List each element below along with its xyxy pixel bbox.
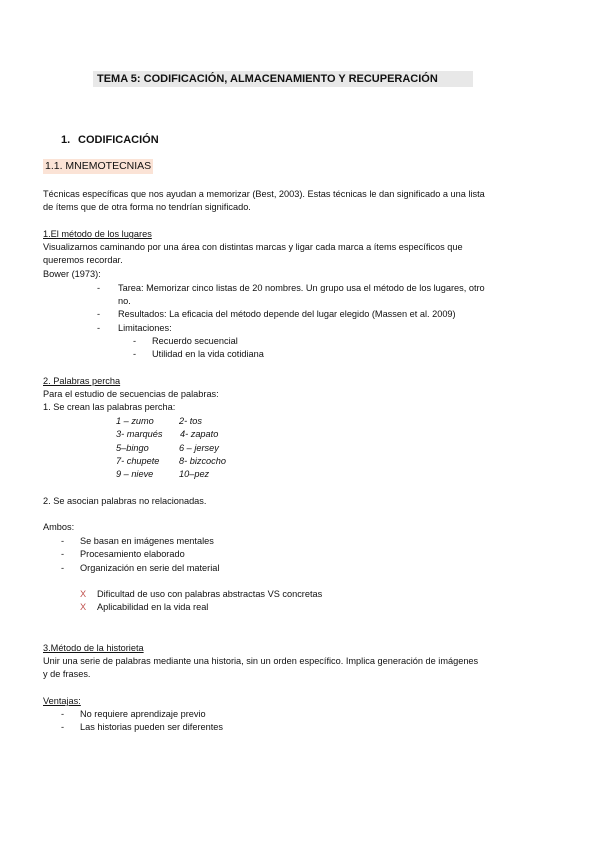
dash-bullet: - (61, 709, 65, 719)
dash-bullet: - (61, 536, 65, 546)
percha-word: 2- tos (179, 416, 202, 426)
lugares-heading: 1.El método de los lugares (43, 229, 152, 239)
ambos-item-procesamiento: - Procesamiento elaborado (61, 549, 185, 559)
percha-step-2: 2. Se asocian palabras no relacionadas. (43, 496, 207, 506)
percha-word: 6 – jersey (179, 443, 219, 453)
con-aplicabilidad: X Aplicabilidad en la vida real (80, 602, 209, 612)
dash-bullet: - (61, 549, 65, 559)
percha-word: 1 – zumo (116, 416, 154, 426)
section-number: 1. (61, 134, 71, 146)
dash-bullet: - (97, 283, 101, 293)
dash-bullet: - (97, 323, 101, 333)
intro-line-1: Técnicas específicas que nos ayudan a memorizar (Best, 2003). Estas técnicas le dan significado a una lista (43, 189, 485, 199)
x-mark-icon: X (80, 602, 87, 612)
percha-word: 10–pez (179, 469, 210, 479)
intro-line-2: de ítems que de otra forma no tendrían significado. (43, 202, 251, 212)
percha-word: 7- chupete (116, 456, 160, 466)
percha-word: 9 – nieve (116, 469, 154, 479)
limitacion-utilidad: - Utilidad en la vida cotidiana (133, 349, 264, 359)
dash-bullet: - (133, 349, 137, 359)
dash-bullet: - (61, 722, 65, 732)
percha-intro: Para el estudio de secuencias de palabras: (43, 389, 219, 399)
historieta-desc-line-2: y de frases. (43, 669, 91, 679)
percha-word: 4- zapato (180, 429, 219, 439)
dash-bullet: - (97, 309, 101, 319)
percha-step-1: 1. Se crean las palabras percha: (43, 402, 176, 412)
lugares-desc-line-2: queremos recordar. (43, 255, 123, 265)
limitacion-recuerdo: - Recuerdo secuencial (133, 336, 238, 346)
dash-bullet: - (133, 336, 137, 346)
ambos-label: Ambos: (43, 522, 75, 532)
ventaja-aprendizaje: - No requiere aprendizaje previo (61, 709, 206, 719)
lugares-desc-line-1: Visualizarnos caminando por una área con distintas marcas y ligar cada marca a ítems específicos que (43, 242, 463, 252)
x-mark-icon: X (80, 589, 87, 599)
con-dificultad: X Dificultad de uso con palabras abstractas VS concretas (80, 589, 323, 599)
lugares-item-tarea-cont: no. (118, 296, 131, 306)
ventaja-historias: - Las historias pueden ser diferentes (61, 722, 224, 732)
ventajas-label: Ventajas: (43, 696, 81, 706)
percha-word: 5–bingo (116, 443, 149, 453)
historieta-heading: 3.Método de la historieta (43, 643, 144, 653)
percha-word: 3- marqués (116, 429, 163, 439)
page-title: TEMA 5: CODIFICACIÓN, ALMACENAMIENTO Y RECUPERACIÓN (93, 71, 473, 87)
ambos-item-organizacion: - Organización en serie del material (61, 563, 220, 573)
bower-label: Bower (1973): (43, 269, 101, 279)
percha-heading: 2. Palabras percha (43, 376, 121, 386)
historieta-desc-line-1: Unir una serie de palabras mediante una historia, sin un orden específico. Implica generación de imágenes (43, 656, 479, 666)
dash-bullet: - (61, 563, 65, 573)
lugares-item-tarea: - Tarea: Memorizar cinco listas de 20 nombres. Un grupo usa el método de los lugares, otro (97, 283, 485, 293)
lugares-item-limitaciones: - Limitaciones: (97, 323, 172, 333)
section-title: CODIFICACIÓN (78, 134, 159, 146)
ambos-item-imagenes: - Se basan en imágenes mentales (61, 536, 214, 546)
subsection-heading-mnemotecnias: 1.1. MNEMOTECNIAS (45, 160, 152, 172)
lugares-item-resultados: - Resultados: La eficacia del método depende del lugar elegido (Massen et al. 2009) (97, 309, 456, 319)
percha-word: 8- bizcocho (179, 456, 226, 466)
section-heading-codificacion (61, 133, 159, 147)
